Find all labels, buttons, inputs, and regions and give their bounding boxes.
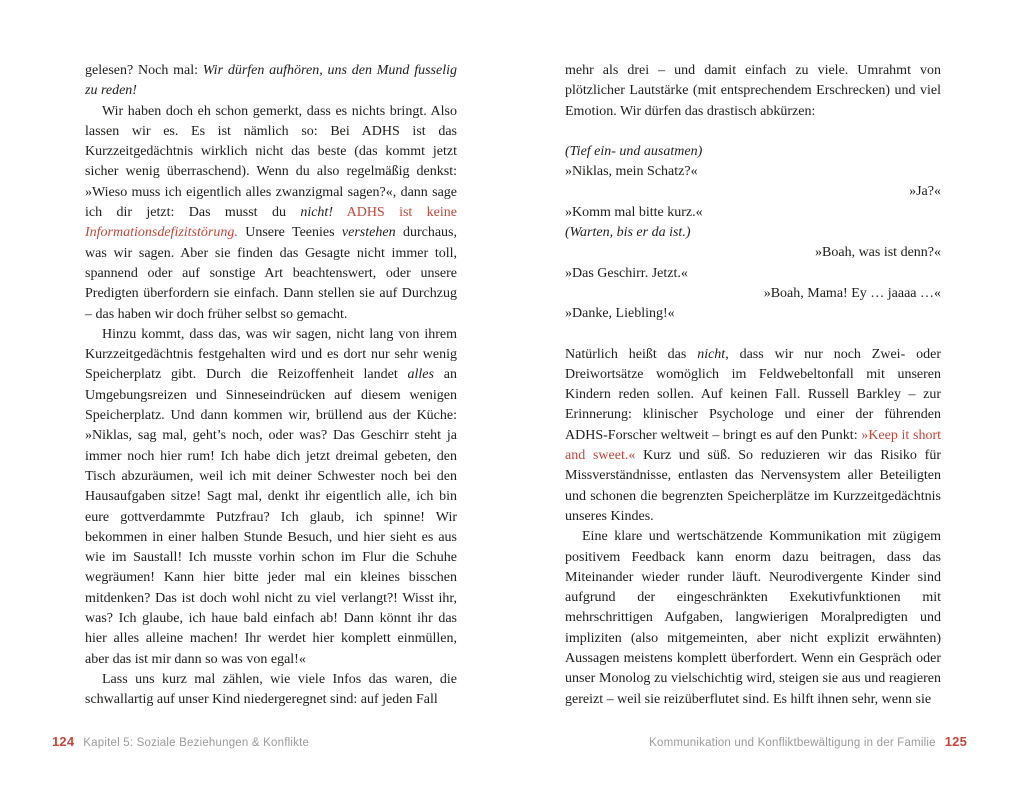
page-right-body [565, 61, 941, 710]
text-segment: Eine klare und wertschätzende Kommunikation mit zügigem positivem Feedback kann enorm dazu beitragen, dass das Miteinander wieder runder läuft. Neurodivergente Kinder sind aufgrund der eingeschränkten Exekutivfunktionen mit mehrschrittigen Aufgaben, langwierigen Moralpredigten und impliziten (also mitgemeinten, aber nicht explizit erwähnten) Aussagen meistens komplett überfordert. Wenn ein Gespräch oder unser Monolog zu vielschichtig wird, steigen sie aus und reagieren gereizt – weil sie reizüberflutet sind. Es hilft ihnen sehr, wenn sie [565, 529, 941, 707]
text-segment: »Das Geschirr. Jetzt.« [565, 265, 688, 281]
text-segment: Wir dürfen aufhören, uns den Mund fusselig zu reden! [85, 63, 457, 99]
text-segment: (Warten, bis er da ist.) [565, 225, 691, 241]
paragraph [85, 61, 457, 102]
text-segment: nicht! [300, 205, 333, 221]
text-segment: , dass wir nur noch Zwei- oder Dreiwortsätze womöglich im Feldwebeltonfall mit unseren Kindern reden sollen. Auf keinen Fall. Russell Barkley – zur Erinnerung: klinischer Psychologe und einer der führenden ADHS-Forscher weltweit – bringt es auf den Punkt: [565, 346, 941, 443]
text-segment: »Danke, Liebling!« [565, 306, 675, 322]
paragraph [565, 527, 941, 710]
text-segment: an Umgebungsreizen und Sinneseindrücken auf diesem wenigen Speicherplatz. Und dann kommen wir, brüllend aus der Küche: »Niklas, sag mal, geht’s noch, oder was? Das Geschirr steht ja immer noch hier rum! Ich habe dich jetzt dreimal gebeten, den Tisch abzuräumen, weil ich mit deiner Schwester noch bei den Hausaufgaben sitze! Sagt mal, denkt ihr eigentlich alle, ich bin eure gottverdammte Putzfrau? Ich glaub, ich spinne! Wir bekommen in einer halben Stunde Besuch, und hier sieht es aus wie im Saustall! Ich musste vorhin schon im Flur die Schuhe wegräumen! Kann hier bitte jeder mal ein kleines bisschen mitdenken? Das ist doch wohl nicht zu viel verlangt?! Wisst ihr, was? Ich glaube, ich haue bald einfach ab! Dann könnt ihr das hier alles alleine machen! Ihr werdet hier komplett einmüllen, aber das ist mir dann so was von egal!« [85, 367, 458, 667]
dialogue-line [565, 203, 941, 223]
dialogue-line [565, 142, 941, 162]
dialogue-line [565, 223, 941, 243]
text-segment: gelesen? Noch mal: [85, 63, 203, 78]
footer-label-left: Kapitel 5: Soziale Beziehungen & Konflikte [83, 737, 310, 749]
dialogue-line [565, 243, 941, 263]
dialogue-line [565, 264, 941, 284]
page-footer-right [649, 734, 967, 749]
dialogue-line [565, 162, 941, 182]
text-segment: Informationsdefizitstörung. [85, 225, 238, 241]
text-segment: »Boah, Mama! Ey … jaaaa …« [763, 285, 941, 301]
text-segment: (Tief ein- und ausatmen) [565, 143, 703, 159]
paragraph [565, 61, 941, 122]
dialogue-line [565, 304, 941, 324]
page-left-body [85, 61, 457, 711]
text-segment: Wir haben doch eh schon gemerkt, dass es nichts bringt. Also lassen wir es. Es ist nämlich so: Bei ADHS ist das Kurzzeitgedächtnis wirklich nicht das beste (das kommt jetzt sicher wenig überraschend). Wenn du also regelmäßig denkst: »Wieso muss ich eigentlich alles zwanzigmal sagen?«, dann sage ich dir jetzt: Das musst du [85, 103, 457, 221]
page-number-left: 124 [52, 734, 75, 749]
paragraph [85, 325, 457, 670]
text-segment: Hinzu kommt, dass das, was wir sagen, nicht lang von ihrem Kurzzeitgedächtnis festgehalten wird und es dort nur sehr wenig Speicherplatz gibt. Durch die Reizoffenheit landet [85, 326, 457, 383]
text-segment: Natürlich heißt das [565, 346, 698, 362]
text-segment: Unsere Teenies [237, 225, 342, 241]
dialogue-line [565, 182, 941, 202]
text-segment: »Keep it short and sweet.« [565, 427, 942, 464]
text-segment: Lass uns kurz mal zählen, wie viele Infos das waren, die schwallartig auf unser Kind niedergeregnet sind: auf jeden Fall [85, 671, 457, 708]
text-segment: alles [407, 367, 434, 383]
text-segment: »Komm mal bitte kurz.« [565, 204, 703, 220]
text-segment: Kurz und süß. So reduzieren wir das Risiko für Missverständnisse, entlasten das Nervensystem aller Beteiligten und schonen die begrenzten Speicherplätze im Kurzzeitgedächtnis unseres Kindes. [565, 448, 941, 524]
text-segment: nicht [697, 346, 726, 362]
text-segment: ADHS ist keine [346, 205, 457, 221]
text-segment: verstehen [341, 225, 396, 241]
text-segment [333, 205, 347, 220]
page-footer-left [52, 734, 309, 749]
text-segment: »Ja?« [909, 184, 941, 200]
text-segment: »Boah, was ist denn?« [815, 245, 941, 261]
page-number-right: 125 [944, 734, 967, 749]
text-segment: mehr als drei – und damit einfach zu viele. Umrahmt von plötzlicher Lautstärke (mit entsprechendem Erschrecken) und viel Emotion. Wir dürfen das drastisch abkürzen: [565, 63, 941, 119]
paragraph [85, 102, 457, 325]
dialogue-line [565, 284, 941, 304]
footer-label-right: Kommunikation und Konfliktbewältigung in der Familie [649, 737, 936, 749]
paragraph [85, 670, 457, 711]
paragraph [565, 345, 941, 528]
text-segment: durchaus, was wir sagen. Aber sie finden das Gesagte nicht immer toll, spannend oder auf sonstige Art beachtenswert, oder unsere Predigten überfordern sie einfach. Dann stellen sie auf Durchzug – das haben wir doch früher selbst so gemacht. [85, 225, 457, 322]
text-segment: »Niklas, mein Schatz?« [565, 164, 698, 180]
